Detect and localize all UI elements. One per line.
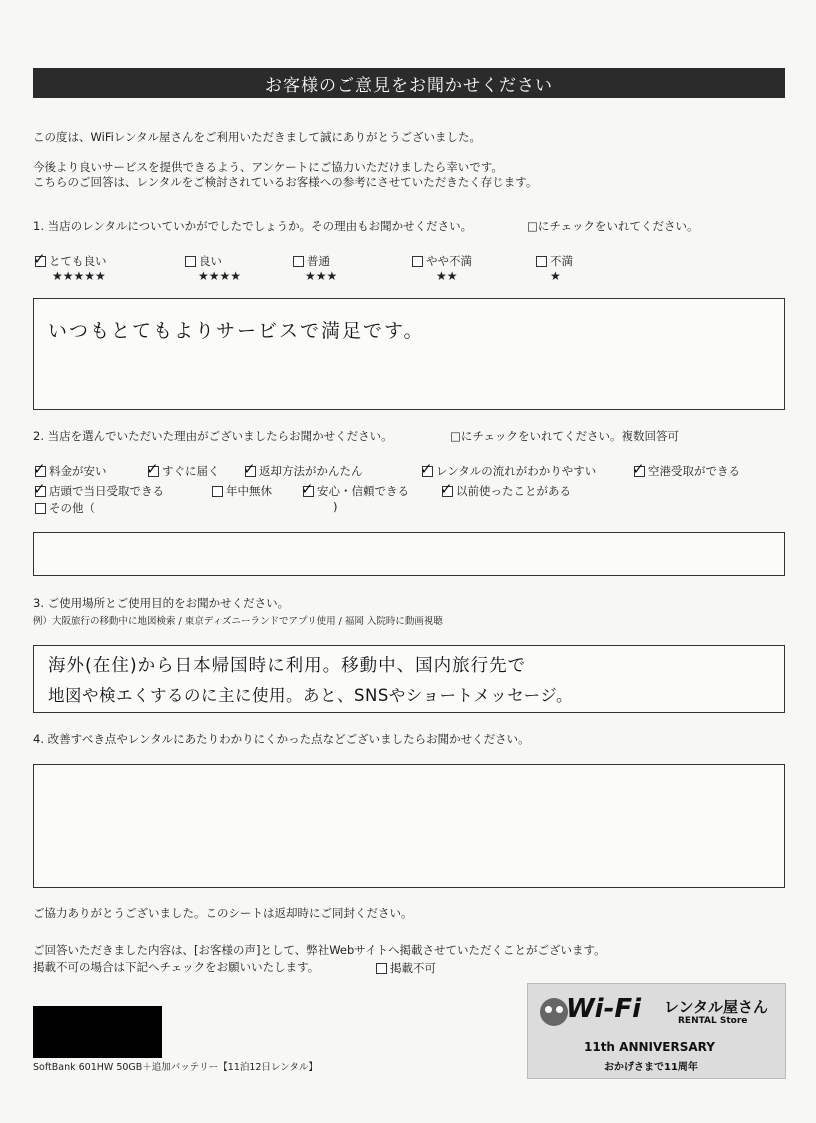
footer-notice-1: ご回答いただきました内容は、[お客様の声]として、弊社Webサイトへ掲載させていただくことがございます。 xyxy=(33,943,606,957)
q2-option-easy-flow[interactable]: ✓ レンタルの流れがわかりやすい xyxy=(420,460,597,478)
q1-answer-box[interactable] xyxy=(33,298,785,410)
q2-option-reliable[interactable]: ✓ 安心・信頼できる xyxy=(301,480,409,498)
q2-other-close-paren: ) xyxy=(333,500,338,514)
q2-option-cheap[interactable]: ✓ 料金が安い xyxy=(33,460,107,478)
checkbox[interactable] xyxy=(33,460,46,478)
check-mark-icon: ✓ xyxy=(243,460,256,478)
q1-option-very-good[interactable]: ✓ とても良い xyxy=(33,250,107,268)
checkbox[interactable] xyxy=(376,963,387,974)
footer-thanks: ご協力ありがとうございました。このシートは返却時にご同封ください。 xyxy=(33,906,413,920)
q2-option-fast-delivery[interactable]: ✓ すぐに届く xyxy=(146,460,220,478)
redacted-block xyxy=(33,1006,162,1058)
logo-store-name: レンタル屋さん xyxy=(664,998,769,1016)
q1-question: 1. 当店のレンタルについていかがでしたでしょうか。その理由もお聞かせください。 xyxy=(33,219,473,233)
q2-option-airport-pickup[interactable]: ✓ 空港受取ができる xyxy=(632,460,740,478)
q1-option-somewhat-dissatisfied[interactable]: やや不満 xyxy=(412,253,472,269)
checkbox[interactable] xyxy=(420,460,433,478)
store-logo xyxy=(527,983,786,1079)
q2-option-same-day-store[interactable]: ✓ 店頭で当日受取できる xyxy=(33,480,164,498)
logo-thanks: おかげさまで11周年 xyxy=(604,1062,698,1073)
q1-stars-5: ★★★★★ xyxy=(52,269,106,283)
q3-answer-line-1: 海外(在住)から日本帰国時に利用。移動中、国内旅行先で xyxy=(48,656,527,676)
q1-stars-2: ★★ xyxy=(436,269,458,283)
checkbox[interactable] xyxy=(212,486,223,497)
q3-answer-line-2: 地図や検エくするのに主に使用。あと、SNSやショートメッセージ。 xyxy=(48,686,573,705)
mascot-eye xyxy=(556,1006,563,1013)
page-title: お客様のご意見をお聞かせください xyxy=(33,68,785,98)
rental-info: SoftBank 601HW 50GB＋追加バッテリー【11泊12日レンタル】 xyxy=(33,1062,318,1073)
checkbox[interactable] xyxy=(412,256,423,267)
q2-option-other[interactable]: その他（ xyxy=(35,500,95,516)
q3-answer-box[interactable] xyxy=(33,645,785,713)
q2-question: 2. 当店を選んでいただいた理由がございましたらお聞かせください。 xyxy=(33,429,393,443)
q1-stars-4: ★★★★ xyxy=(198,269,242,283)
q1-option-normal[interactable]: 普通 xyxy=(293,253,330,269)
q3-question: 3. ご使用場所とご使用目的をお聞かせください。 xyxy=(33,596,290,610)
q2-answer-box[interactable] xyxy=(33,532,785,576)
check-mark-icon: ✓ xyxy=(632,460,645,478)
q1-stars-3: ★★★ xyxy=(305,269,338,283)
checkbox[interactable] xyxy=(293,256,304,267)
check-mark-icon: ✓ xyxy=(440,480,453,498)
checkbox[interactable] xyxy=(301,480,314,498)
q1-stars-1: ★ xyxy=(550,269,561,283)
checkbox[interactable] xyxy=(632,460,645,478)
q2-option-open-all-year[interactable]: 年中無休 xyxy=(212,483,272,499)
q1-answer-text: いつもとてもよりサービスで満足です。 xyxy=(48,320,425,342)
checkbox[interactable] xyxy=(33,250,46,268)
optout-checkbox-option[interactable]: 掲載不可 xyxy=(376,960,436,976)
footer-notice-2: 掲載不可の場合は下記へチェックをお願いいたします。 xyxy=(33,960,320,974)
check-mark-icon: ✓ xyxy=(33,460,46,478)
check-mark-icon: ✓ xyxy=(33,480,46,498)
checkbox[interactable] xyxy=(243,460,256,478)
checkbox[interactable] xyxy=(35,503,46,514)
q4-question: 4. 改善すべき点やレンタルにあたりわかりにくかった点などございましたらお聞かせください。 xyxy=(33,732,530,746)
q4-answer-box[interactable] xyxy=(33,764,785,888)
q1-instruction: □にチェックをいれてください。 xyxy=(527,219,699,233)
intro-line-3: こちらのご回答は、レンタルをご検討されているお客様への参考にさせていただきたく存じます。 xyxy=(33,175,538,189)
checkbox[interactable] xyxy=(536,256,547,267)
checkbox[interactable] xyxy=(33,480,46,498)
check-mark-icon: ✓ xyxy=(33,250,46,268)
check-mark-icon: ✓ xyxy=(301,480,314,498)
mascot-icon xyxy=(540,998,568,1026)
checkbox[interactable] xyxy=(185,256,196,267)
logo-rental-store: RENTAL Store xyxy=(678,1016,748,1026)
q1-option-dissatisfied[interactable]: 不満 xyxy=(536,253,573,269)
q2-option-used-before[interactable]: ✓ 以前使ったことがある xyxy=(440,480,571,498)
check-mark-icon: ✓ xyxy=(420,460,433,478)
q3-example: 例）大阪旅行の移動中に地図検索 / 東京ディズニーランドでアプリ使用 / 福岡 入院時に動画視聴 xyxy=(33,616,443,627)
check-mark-icon: ✓ xyxy=(146,460,159,478)
checkbox[interactable] xyxy=(146,460,159,478)
q2-instruction: □にチェックをいれてください。複数回答可 xyxy=(450,429,680,443)
checkbox[interactable] xyxy=(440,480,453,498)
logo-wifi-text: Wi-Fi xyxy=(566,994,642,1024)
q2-option-easy-return[interactable]: ✓ 返却方法がかんたん xyxy=(243,460,363,478)
q1-option-good[interactable]: 良い xyxy=(185,253,222,269)
intro-line-1: この度は、WiFiレンタル屋さんをご利用いただきまして誠にありがとうございました。 xyxy=(33,130,482,144)
mascot-eye xyxy=(545,1006,552,1013)
intro-line-2: 今後より良いサービスを提供できるよう、アンケートにご協力いただけましたら幸いです。 xyxy=(33,160,503,174)
logo-anniversary: 11th ANNIVERSARY xyxy=(584,1040,715,1054)
